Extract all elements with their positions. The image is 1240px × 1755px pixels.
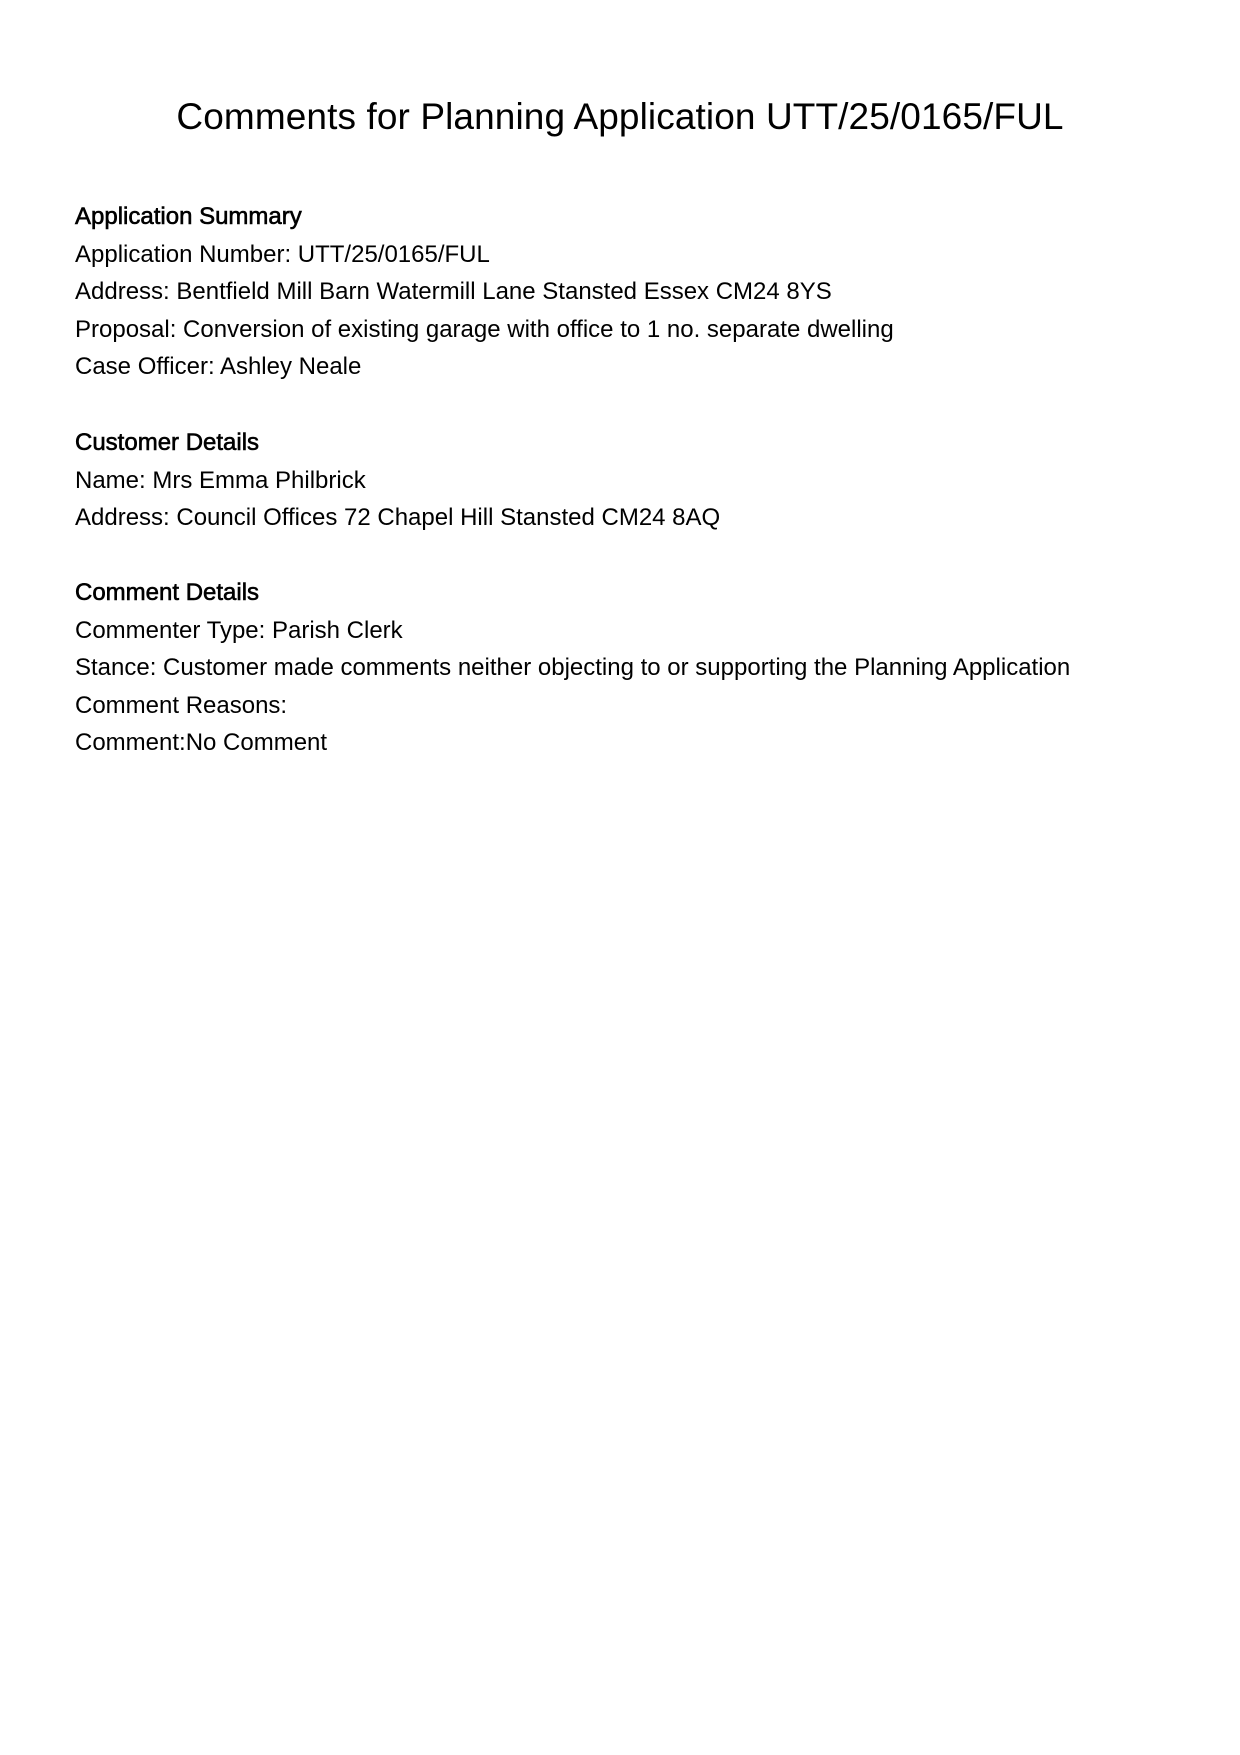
comment-text: Comment:No Comment bbox=[75, 729, 328, 756]
application-summary-heading: Application Summary bbox=[75, 203, 302, 230]
case-officer: Case Officer: Ashley Neale bbox=[75, 353, 362, 380]
customer-details-section bbox=[75, 424, 1195, 537]
application-summary-section bbox=[75, 198, 1195, 386]
customer-details-heading: Customer Details bbox=[75, 429, 260, 456]
application-proposal: Proposal: Conversion of existing garage with office to 1 no. separate dwelling bbox=[75, 315, 894, 343]
application-address: Address: Bentfield Mill Barn Watermill Lane Stansted Essex CM24 8YS bbox=[75, 278, 832, 305]
commenter-type: Commenter Type: Parish Clerk bbox=[75, 616, 403, 644]
customer-name: Name: Mrs Emma Philbrick bbox=[75, 466, 366, 494]
comment-details-section bbox=[75, 574, 1195, 762]
comment-stance: Stance: Customer made comments neither objecting to or supporting the Planning Application bbox=[75, 654, 1071, 681]
page-title: Comments for Planning Application UTT/25/0165/FUL bbox=[176, 96, 1064, 137]
comment-details-heading: Comment Details bbox=[75, 579, 260, 606]
customer-address: Address: Council Offices 72 Chapel Hill Stansted CM24 8AQ bbox=[75, 504, 721, 531]
application-number: Application Number: UTT/25/0165/FUL bbox=[75, 240, 490, 268]
comment-reasons: Comment Reasons: bbox=[75, 691, 288, 719]
